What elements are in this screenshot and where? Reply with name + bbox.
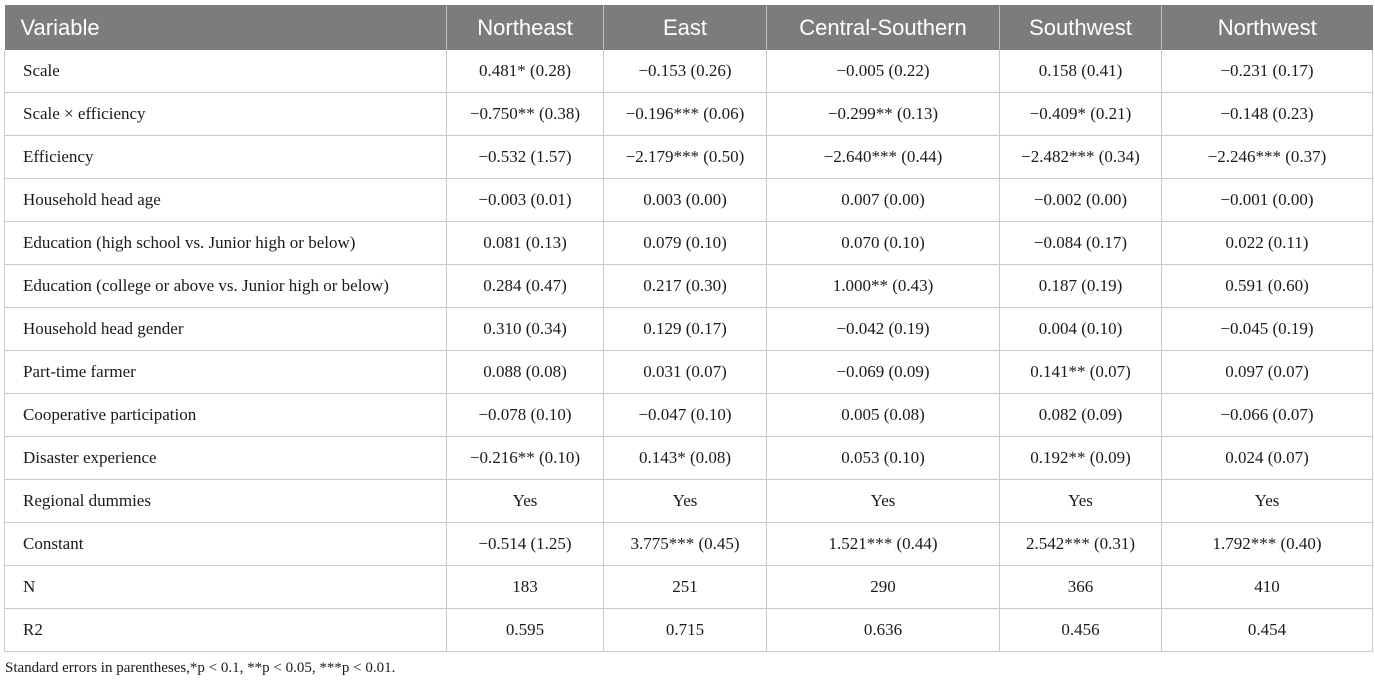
header-cell-east: East (604, 5, 767, 50)
northeast-cell: 0.284 (0.47) (447, 265, 604, 308)
central-southern-cell: 1.521*** (0.44) (767, 523, 1000, 566)
table-row (5, 437, 1373, 480)
table-row (5, 136, 1373, 179)
southwest-cell: 0.456 (1000, 609, 1162, 652)
northeast-cell: 183 (447, 566, 604, 609)
northwest-cell: 410 (1162, 566, 1373, 609)
northwest-cell: −0.001 (0.00) (1162, 179, 1373, 222)
northeast-cell: −0.532 (1.57) (447, 136, 604, 179)
header-row (5, 5, 1373, 50)
northeast-cell: 0.088 (0.08) (447, 351, 604, 394)
central-southern-cell: 0.636 (767, 609, 1000, 652)
northeast-cell: Yes (447, 480, 604, 523)
central-southern-cell: −2.640*** (0.44) (767, 136, 1000, 179)
northwest-cell: −0.148 (0.23) (1162, 93, 1373, 136)
table-row (5, 609, 1373, 652)
southwest-cell: 0.187 (0.19) (1000, 265, 1162, 308)
variable-cell: Part-time farmer (5, 351, 447, 394)
northeast-cell: 0.481* (0.28) (447, 50, 604, 93)
variable-cell: Disaster experience (5, 437, 447, 480)
southwest-cell: −2.482*** (0.34) (1000, 136, 1162, 179)
northeast-cell: −0.078 (0.10) (447, 394, 604, 437)
variable-cell: Education (high school vs. Junior high or below) (5, 222, 447, 265)
table-row (5, 523, 1373, 566)
central-southern-cell: −0.042 (0.19) (767, 308, 1000, 351)
table-row (5, 351, 1373, 394)
southwest-cell: −0.084 (0.17) (1000, 222, 1162, 265)
variable-cell: Scale (5, 50, 447, 93)
variable-cell: Household head age (5, 179, 447, 222)
southwest-cell: 0.082 (0.09) (1000, 394, 1162, 437)
northwest-cell: −0.231 (0.17) (1162, 50, 1373, 93)
table-header (5, 5, 1373, 50)
table-row (5, 50, 1373, 93)
central-southern-cell: Yes (767, 480, 1000, 523)
variable-cell: N (5, 566, 447, 609)
east-cell: −2.179*** (0.50) (604, 136, 767, 179)
northwest-cell: Yes (1162, 480, 1373, 523)
east-cell: 0.143* (0.08) (604, 437, 767, 480)
central-southern-cell: −0.069 (0.09) (767, 351, 1000, 394)
central-southern-cell: 0.053 (0.10) (767, 437, 1000, 480)
variable-cell: Scale × efficiency (5, 93, 447, 136)
southwest-cell: 0.004 (0.10) (1000, 308, 1162, 351)
header-cell-northeast: Northeast (447, 5, 604, 50)
southwest-cell: 0.141** (0.07) (1000, 351, 1162, 394)
east-cell: 0.129 (0.17) (604, 308, 767, 351)
east-cell: 0.079 (0.10) (604, 222, 767, 265)
header-cell-central-southern: Central-Southern (767, 5, 1000, 50)
northwest-cell: −2.246*** (0.37) (1162, 136, 1373, 179)
central-southern-cell: 0.005 (0.08) (767, 394, 1000, 437)
east-cell: 0.031 (0.07) (604, 351, 767, 394)
variable-cell: Education (college or above vs. Junior high or below) (5, 265, 447, 308)
northeast-cell: 0.081 (0.13) (447, 222, 604, 265)
east-cell: 0.715 (604, 609, 767, 652)
header-cell-variable: Variable (5, 5, 447, 50)
northeast-cell: 0.595 (447, 609, 604, 652)
northwest-cell: 0.022 (0.11) (1162, 222, 1373, 265)
central-southern-cell: 290 (767, 566, 1000, 609)
header-cell-southwest: Southwest (1000, 5, 1162, 50)
east-cell: −0.153 (0.26) (604, 50, 767, 93)
table-body (5, 50, 1373, 652)
northeast-cell: 0.310 (0.34) (447, 308, 604, 351)
variable-cell: Household head gender (5, 308, 447, 351)
table-row (5, 93, 1373, 136)
east-cell: 0.003 (0.00) (604, 179, 767, 222)
table-footnote: Standard errors in parentheses,*p < 0.1, **p < 0.05, ***p < 0.01. (5, 660, 396, 676)
east-cell: −0.047 (0.10) (604, 394, 767, 437)
northeast-cell: −0.514 (1.25) (447, 523, 604, 566)
east-cell: Yes (604, 480, 767, 523)
northeast-cell: −0.216** (0.10) (447, 437, 604, 480)
east-cell: −0.196*** (0.06) (604, 93, 767, 136)
east-cell: 0.217 (0.30) (604, 265, 767, 308)
table-row (5, 265, 1373, 308)
northwest-cell: 0.024 (0.07) (1162, 437, 1373, 480)
variable-cell: Constant (5, 523, 447, 566)
variable-cell: Efficiency (5, 136, 447, 179)
table-row (5, 394, 1373, 437)
southwest-cell: 0.158 (0.41) (1000, 50, 1162, 93)
southwest-cell: 0.192** (0.09) (1000, 437, 1162, 480)
central-southern-cell: −0.299** (0.13) (767, 93, 1000, 136)
northwest-cell: 0.591 (0.60) (1162, 265, 1373, 308)
southwest-cell: −0.409* (0.21) (1000, 93, 1162, 136)
east-cell: 251 (604, 566, 767, 609)
northeast-cell: −0.750** (0.38) (447, 93, 604, 136)
southwest-cell: Yes (1000, 480, 1162, 523)
central-southern-cell: 0.007 (0.00) (767, 179, 1000, 222)
southwest-cell: 2.542*** (0.31) (1000, 523, 1162, 566)
regression-table-container (4, 5, 1372, 652)
table-row (5, 566, 1373, 609)
variable-cell: Regional dummies (5, 480, 447, 523)
table-row (5, 222, 1373, 265)
variable-cell: R2 (5, 609, 447, 652)
northeast-cell: −0.003 (0.01) (447, 179, 604, 222)
central-southern-cell: 1.000** (0.43) (767, 265, 1000, 308)
northwest-cell: 1.792*** (0.40) (1162, 523, 1373, 566)
northwest-cell: −0.066 (0.07) (1162, 394, 1373, 437)
central-southern-cell: −0.005 (0.22) (767, 50, 1000, 93)
regression-table (4, 5, 1373, 652)
central-southern-cell: 0.070 (0.10) (767, 222, 1000, 265)
table-row (5, 308, 1373, 351)
northwest-cell: −0.045 (0.19) (1162, 308, 1373, 351)
southwest-cell: −0.002 (0.00) (1000, 179, 1162, 222)
table-row (5, 480, 1373, 523)
northwest-cell: 0.454 (1162, 609, 1373, 652)
table-row (5, 179, 1373, 222)
east-cell: 3.775*** (0.45) (604, 523, 767, 566)
northwest-cell: 0.097 (0.07) (1162, 351, 1373, 394)
southwest-cell: 366 (1000, 566, 1162, 609)
header-cell-northwest: Northwest (1162, 5, 1373, 50)
variable-cell: Cooperative participation (5, 394, 447, 437)
